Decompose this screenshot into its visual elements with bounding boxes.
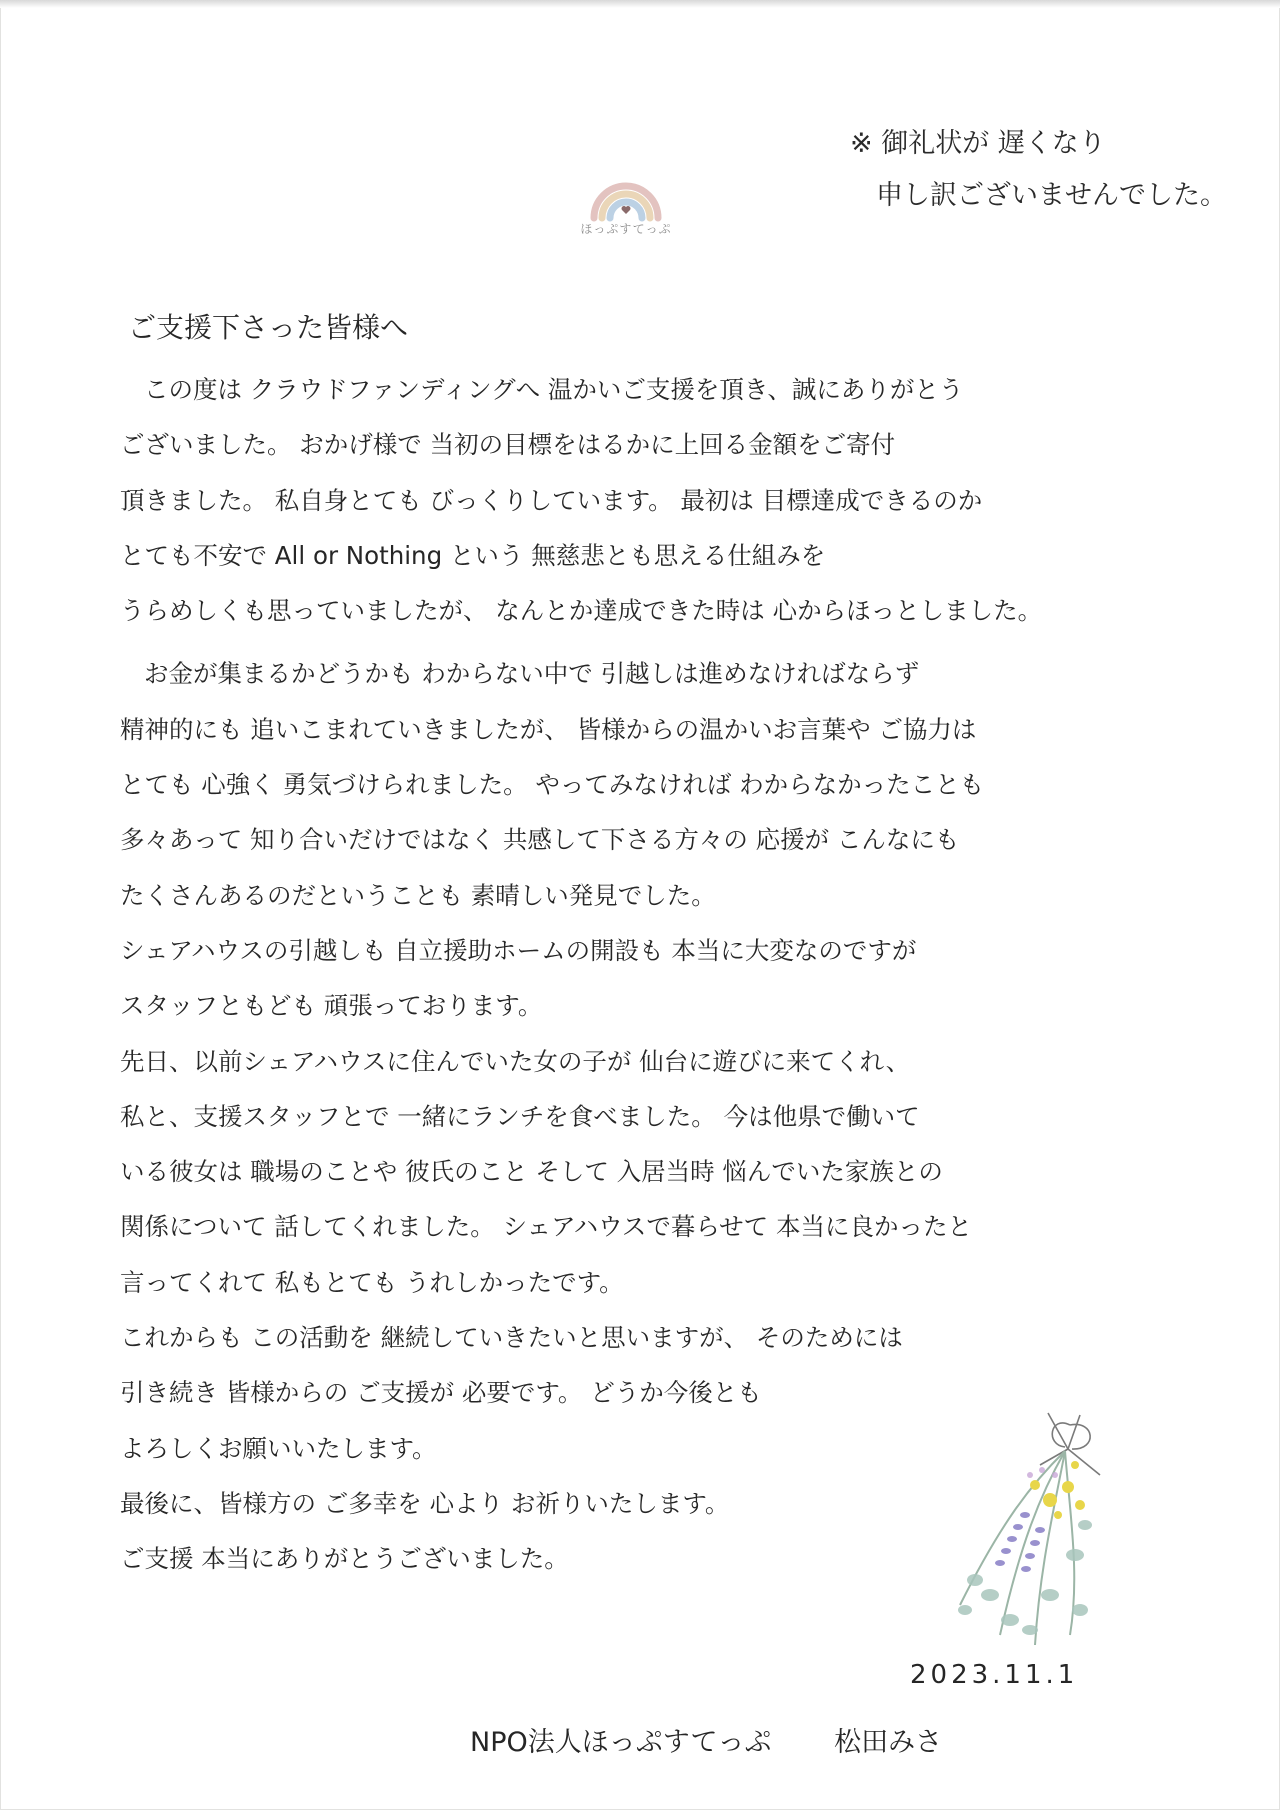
body-line: たくさんあるのだということも 素晴しい発見でした。 [120, 880, 716, 910]
body-line: この度は クラウドファンディングへ 温かいご支援を頂き、誠にありがとう [144, 375, 964, 404]
body-line: ご支援 本当にありがとうございました。 [120, 1544, 569, 1574]
body-line: よろしくお願いいたします。 [120, 1433, 437, 1463]
body-line: ございました。 おかげ様で 当初の目標をはるかに上回る金額をご寄付 [120, 430, 896, 460]
letter-body [120, 362, 1180, 1587]
body-line: 言ってくれて 私もとても うれしかったです。 [120, 1267, 624, 1297]
apology-note [850, 118, 1250, 222]
body-line: 精神的にも 追いこまれていきましたが、 皆様からの温かいお言葉や ご協力は [120, 714, 977, 744]
note-line-1: ※ 御礼状が 遅くなり [850, 128, 1106, 159]
signature-org: NPO法人ほっぷすてっぷ [470, 1727, 772, 1758]
dried-flower-bouquet-icon [930, 1405, 1130, 1655]
body-line: これからも この活動を 継続していきたいと思いますが、 そのためには [120, 1323, 903, 1353]
scan-edge [0, 0, 1280, 8]
body-line: スタッフともども 頑張っております。 [120, 991, 543, 1021]
body-line: 関係について 話してくれました。 シェアハウスで暮らせて 本当に良かったと [120, 1212, 972, 1242]
body-line: とても 心強く 勇気づけられました。 やってみなければ わからなかったことも [120, 770, 985, 800]
body-line: お金が集まるかどうかも わからない中で 引越しは進めなければならず [144, 659, 920, 689]
body-line: 多々あって 知り合いだけではなく 共感して下さる方々の 応援が こんなにも [120, 825, 960, 855]
body-line: 私と、支援スタッフとで 一緒にランチを食べました。 今は他県で働いて [120, 1101, 920, 1131]
body-line: 先日、以前シェアハウスに住んでいた女の子が 仙台に遊びに来てくれ、 [120, 1046, 911, 1076]
signature-name: 松田みさ [834, 1727, 943, 1758]
body-line: 頂きました。 私自身とても びっくりしています。 最初は 目標達成できるのか [120, 485, 983, 515]
note-line-2: 申し訳ございませんでした。 [876, 180, 1227, 211]
logo-name: ほっぷすてっぷ [580, 222, 672, 236]
body-line: 引き続き 皆様からの ご支援が 必要です。 どうか今後とも [120, 1378, 762, 1408]
letter-date: 2023.11.1 [910, 1660, 1079, 1690]
body-line: 最後に、皆様方の ご多幸を 心より お祈りいたします。 [120, 1488, 730, 1518]
body-line: いる彼女は 職場のことや 彼氏のこと そして 入居当時 悩んでいた家族との [120, 1157, 943, 1187]
signature [470, 1720, 988, 1759]
body-line: うらめしくも思っていましたが、 なんとか達成できた時は 心からほっとしました。 [120, 596, 1043, 626]
salutation: ご支援下さった皆様へ [128, 311, 409, 344]
body-line: シェアハウスの引越しも 自立援助ホームの開設も 本当に大変なのですが [120, 935, 917, 965]
body-line: とても不安で All or Nothing という 無慈悲とも思える仕組みを [120, 540, 826, 570]
